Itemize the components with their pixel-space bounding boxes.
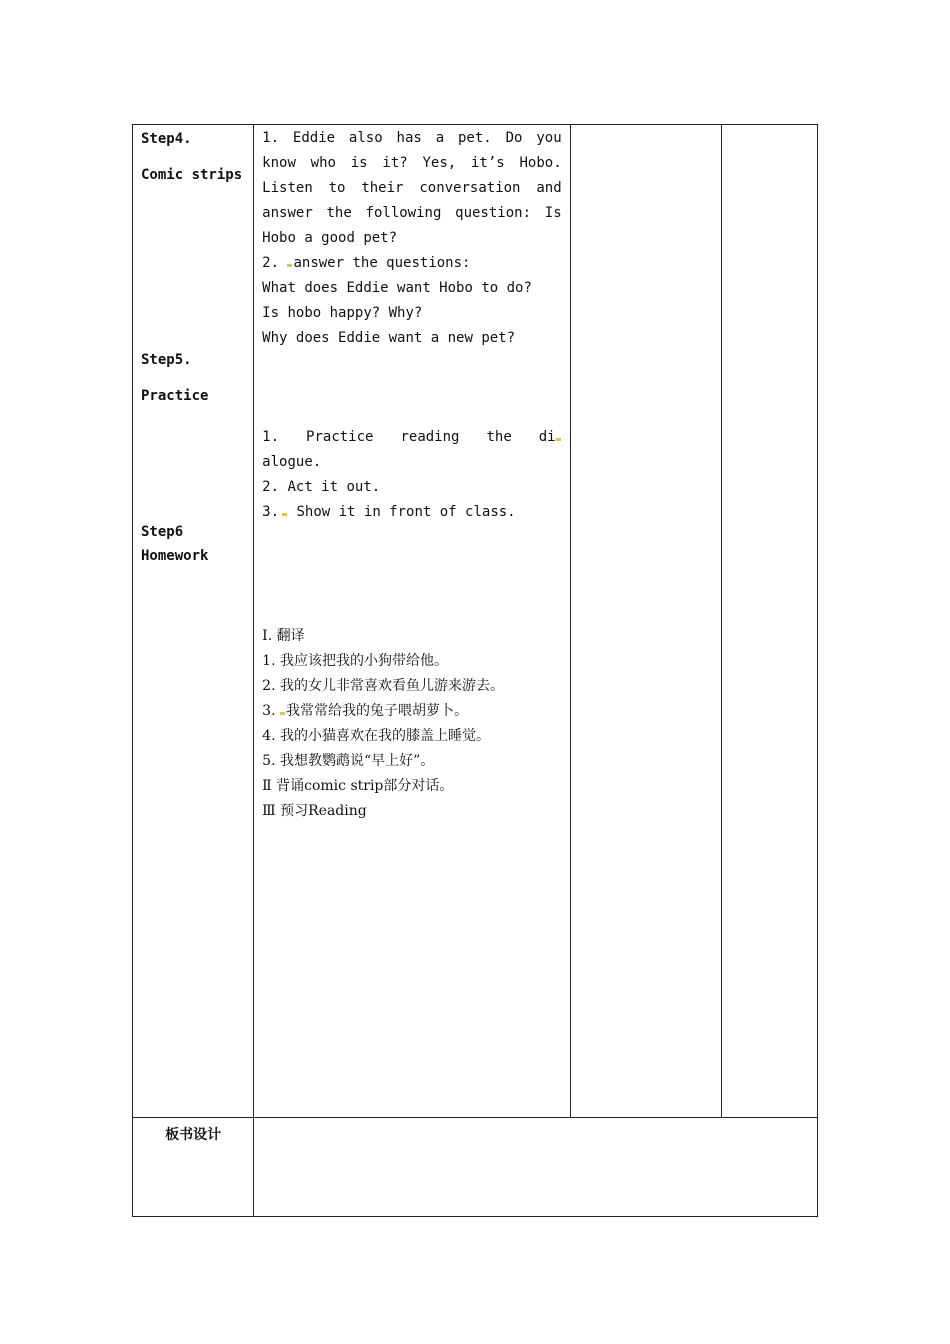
activities-column — [254, 125, 570, 1118]
practice-block — [262, 425, 561, 525]
homework-part-3: Ⅲ 预习Reading — [262, 803, 367, 819]
comic-q1-line: 1. Eddie also has a pet. Do you — [262, 130, 562, 146]
comic-q2-number: 2. — [262, 255, 288, 271]
step6-subtitle: Homework — [141, 548, 209, 564]
comic-q1-line: Hobo a good pet? — [262, 230, 398, 246]
comic-question: What does Eddie want Hobo to do? — [262, 280, 532, 296]
practice-item-3 — [262, 500, 561, 525]
homework-item — [262, 699, 561, 724]
procedure-row — [133, 125, 818, 1118]
highlight-mark — [280, 712, 285, 715]
comic-strip-block — [262, 126, 561, 351]
practice-item-3-text: Show it in front of class. — [288, 504, 516, 520]
homework-item-3-text: 我常常给我的兔子喂胡萝卜。 — [285, 703, 468, 719]
board-design-row — [133, 1118, 818, 1217]
practice-item-2: 2. Act it out. — [262, 479, 381, 495]
comic-question: Is hobo happy? Why? — [262, 305, 423, 321]
comic-q2-text: answer the questions: — [293, 255, 471, 271]
homework-part-2: Ⅱ 背诵comic strip部分对话。 — [262, 778, 454, 794]
board-design-label: 板书设计 — [133, 1118, 254, 1217]
remarks-column — [721, 125, 817, 1118]
homework-item: 4. 我的小猫喜欢在我的膝盖上睡觉。 — [262, 728, 490, 744]
steps-column — [133, 125, 254, 1118]
practice-item-3-number: 3. — [262, 504, 280, 520]
step6-title: Step6 — [141, 524, 184, 540]
board-design-content — [254, 1118, 818, 1217]
comic-q2 — [262, 251, 561, 276]
homework-item-3-number: 3. — [262, 703, 280, 719]
step5-title: Step5. — [141, 352, 192, 368]
practice-item-1-cont: alogue. — [262, 454, 322, 470]
step4-subtitle: Comic strips — [141, 167, 243, 183]
homework-block — [262, 624, 561, 824]
highlight-mark — [287, 264, 292, 267]
lesson-plan-table — [132, 124, 818, 1217]
comic-q1-line: answer the following question: Is — [262, 205, 562, 221]
practice-item-1-text: 1. Practice reading the di — [262, 429, 556, 445]
homework-heading: Ⅰ. 翻译 — [262, 628, 305, 644]
homework-item: 1. 我应该把我的小狗带给他。 — [262, 653, 448, 669]
comic-q1-line: Listen to their conversation and — [262, 180, 562, 196]
comic-question: Why does Eddie want a new pet? — [262, 330, 516, 346]
comic-q1-line: know who is it? Yes, it’s Hobo. — [262, 155, 562, 171]
notes-column — [570, 125, 721, 1118]
highlight-mark — [282, 513, 287, 516]
homework-item: 5. 我想教鹦鹉说“早上好”。 — [262, 753, 435, 769]
step4-title: Step4. — [141, 131, 192, 147]
step5-subtitle: Practice — [141, 388, 209, 404]
highlight-mark — [556, 438, 561, 441]
homework-item: 2. 我的女儿非常喜欢看鱼儿游来游去。 — [262, 678, 504, 694]
practice-item-1 — [262, 425, 561, 450]
